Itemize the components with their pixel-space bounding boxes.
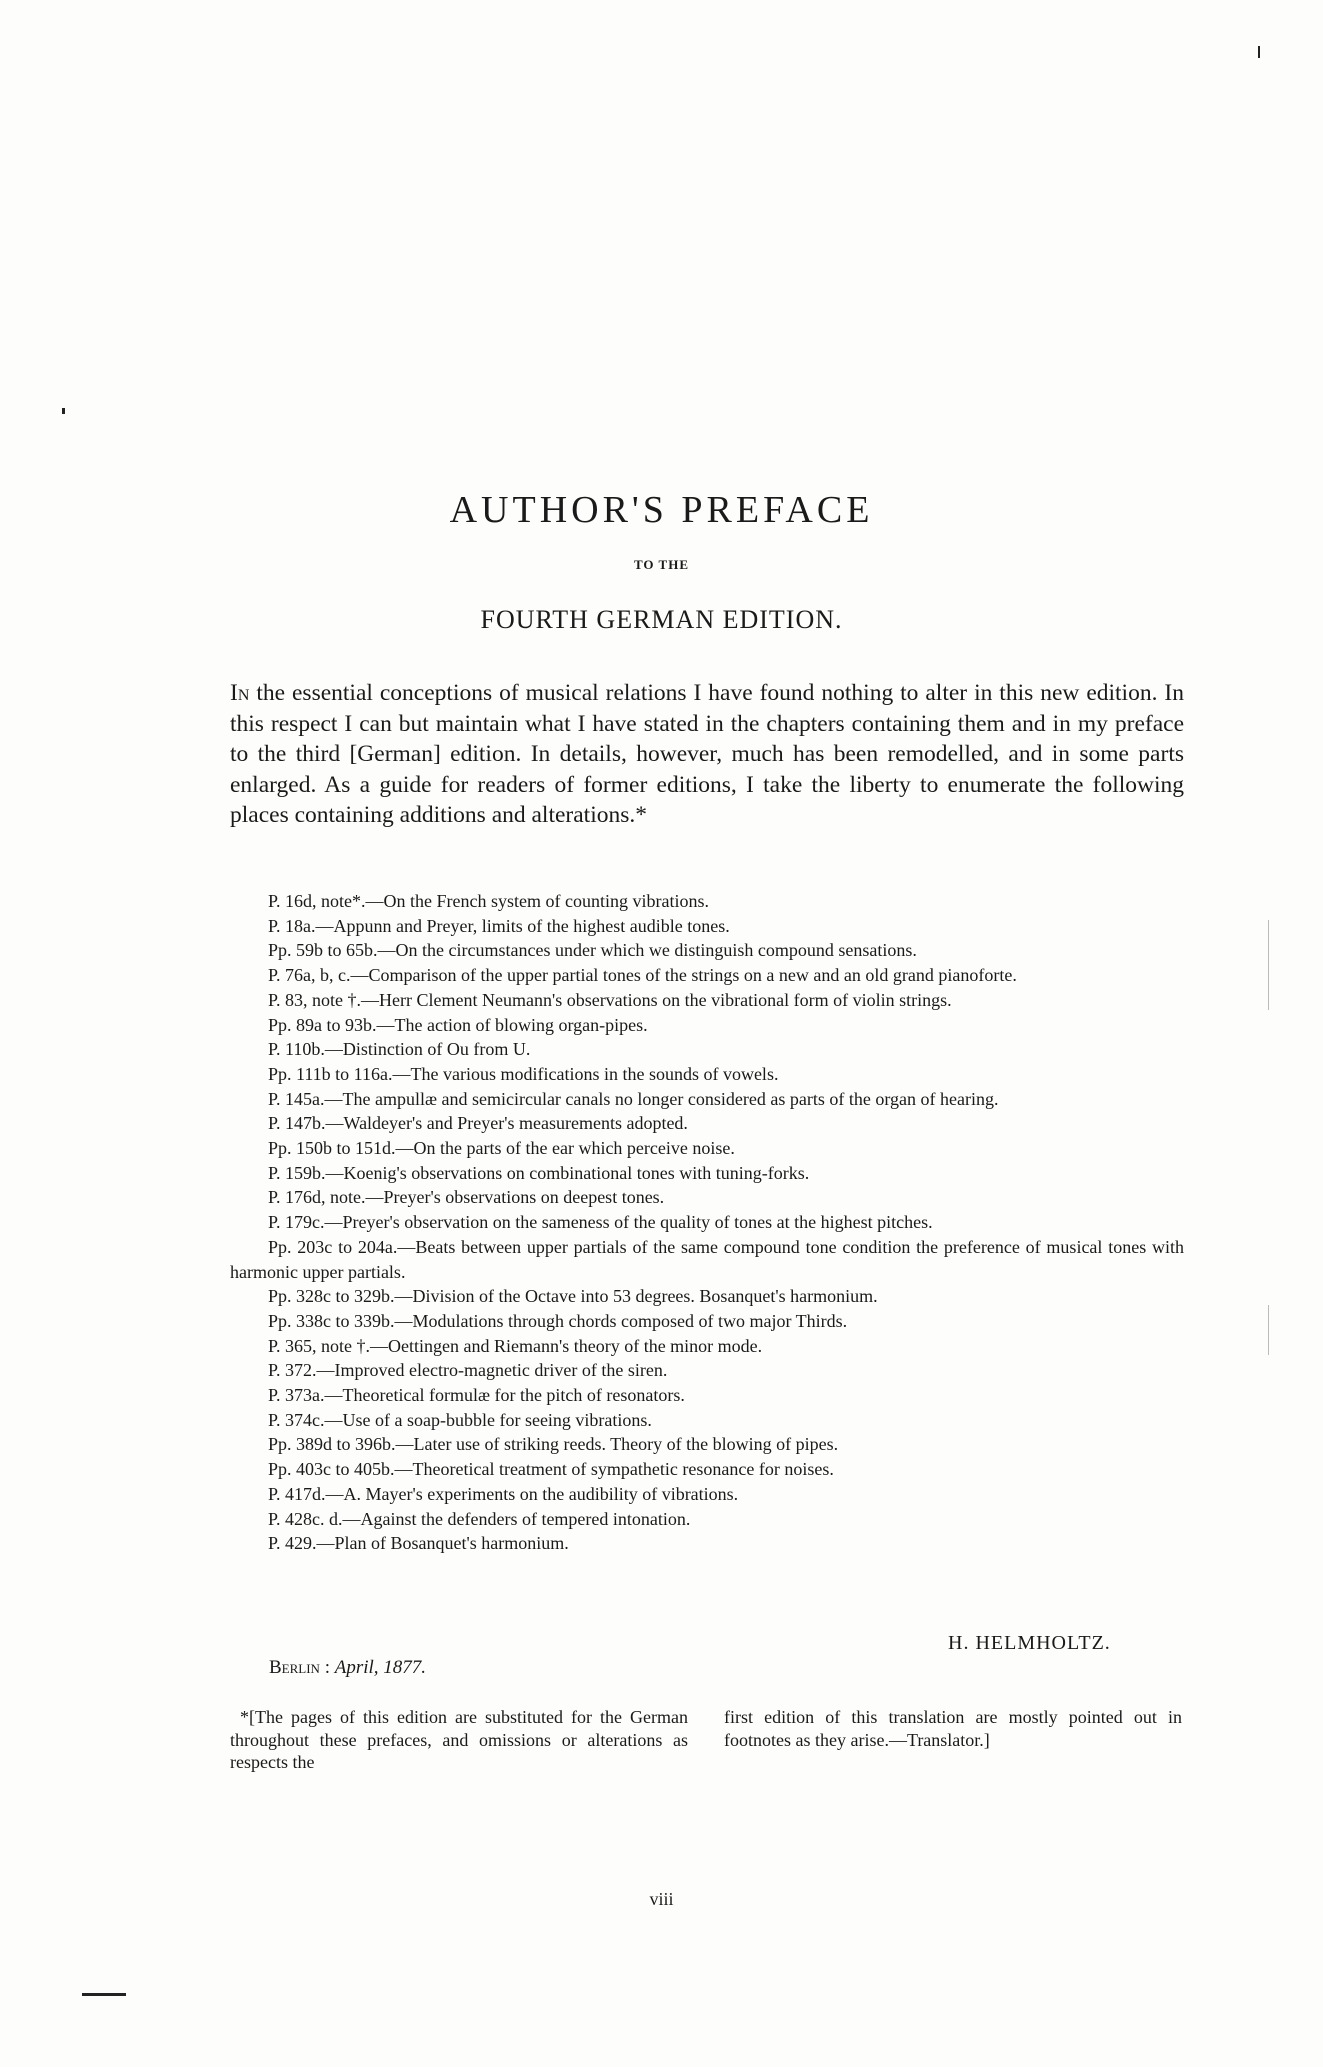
- footnote-right-column: first edition of this translation are mostly pointed out in footnotes as they arise.—Translator.]: [724, 1707, 1182, 1750]
- scan-mark: [62, 408, 65, 414]
- change-item: P. 18a.—Appunn and Preyer, limits of the highest audible tones.: [268, 915, 730, 936]
- footnote-left-column: *[The pages of this edition are substituted for the German throughout these prefaces, and omissions or alterations as respects the: [230, 1707, 688, 1772]
- page-number: viii: [649, 1889, 674, 1909]
- place-date: Berlin : April, 1877.: [269, 1657, 427, 1678]
- intro-text: the essential conceptions of musical relations I have found nothing to alter in this new edition. In this respect I can but maintain what I have stated in the chapters containing them and in my preface to the third [German] edition. In details, however, much has been remodelled, and in some parts enlarged. As a guide for readers of former editions, I take the liberty to enumerate the following places containing additions and alterations.*: [230, 680, 1184, 829]
- change-item: P. 110b.—Distinction of Ou from U.: [268, 1039, 531, 1060]
- change-item: Pp. 59b to 65b.—On the circumstances under which we distinguish compound sensations.: [268, 940, 917, 961]
- change-item: P. 145a.—The ampullæ and semicircular canals no longer considered as parts of the organ of hearing.: [268, 1088, 999, 1109]
- change-item: Pp. 338c to 339b.—Modulations through chords composed of two major Thirds.: [268, 1310, 848, 1331]
- change-item: P. 373a.—Theoretical formulæ for the pitch of resonators.: [268, 1385, 685, 1406]
- change-item: P. 365, note †.—Oettingen and Riemann's theory of the minor mode.: [268, 1335, 763, 1356]
- change-item: P. 147b.—Waldeyer's and Preyer's measurements adopted.: [268, 1113, 688, 1134]
- change-item: P. 76a, b, c.—Comparison of the upper partial tones of the strings on a new and an old grand pianoforte.: [268, 965, 1017, 986]
- change-item: P. 372.—Improved electro-magnetic driver of the siren.: [268, 1360, 668, 1381]
- change-item: P. 417d.—A. Mayer's experiments on the audibility of vibrations.: [268, 1483, 739, 1504]
- subtitle-edition: FOURTH GERMAN EDITION.: [480, 605, 843, 634]
- change-item: P. 83, note †.—Herr Clement Neumann's observations on the vibrational form of violin strings.: [268, 989, 952, 1010]
- change-item: P. 179c.—Preyer's observation on the sameness of the quality of tones at the highest pitches.: [268, 1212, 933, 1233]
- change-item: P. 16d, note*.—On the French system of counting vibrations.: [268, 891, 709, 911]
- change-item: Pp. 203c to 204a.—Beats between upper partials of the same compound tone condition the preference of musical tones with harmonic upper partials.: [230, 1236, 1184, 1282]
- change-item: Pp. 389d to 396b.—Later use of striking reeds. Theory of the blowing of pipes.: [268, 1434, 839, 1455]
- change-item: Pp. 89a to 93b.—The action of blowing organ-pipes.: [268, 1014, 648, 1035]
- date-text: April, 1877.: [334, 1657, 427, 1678]
- page-title: AUTHOR'S PREFACE: [449, 489, 874, 531]
- change-item: P. 428c. d.—Against the defenders of tempered intonation.: [268, 1508, 691, 1529]
- change-item: Pp. 150b to 151d.—On the parts of the ear which perceive noise.: [268, 1138, 735, 1159]
- change-item: Pp. 328c to 329b.—Division of the Octave into 53 degrees. Bosanquet's harmonium.: [268, 1286, 878, 1307]
- subtitle-to-the: TO THE: [633, 557, 690, 572]
- change-item: Pp. 403c to 405b.—Theoretical treatment of sympathetic resonance for noises.: [268, 1459, 834, 1480]
- scan-mark: [1258, 46, 1260, 58]
- change-item: P. 159b.—Koenig's observations on combinational tones with tuning-forks.: [268, 1162, 810, 1183]
- scan-mark: [82, 1993, 126, 1996]
- intro-paragraph: [230, 678, 1184, 831]
- author-signature: H. HELMHOLTZ.: [948, 1632, 1111, 1654]
- change-item: P. 176d, note.—Preyer's observations on deepest tones.: [268, 1187, 665, 1208]
- scan-line: [1268, 920, 1269, 1010]
- place-name: Berlin: [269, 1657, 320, 1678]
- changes-list: [230, 889, 1184, 1556]
- change-item: Pp. 111b to 116a.—The various modifications in the sounds of vowels.: [268, 1063, 779, 1084]
- change-item: P. 429.—Plan of Bosanquet's harmonium.: [268, 1533, 569, 1554]
- intro-first-word: In: [230, 680, 250, 706]
- scan-line: [1268, 1305, 1269, 1355]
- change-item: P. 374c.—Use of a soap-bubble for seeing vibrations.: [268, 1409, 652, 1430]
